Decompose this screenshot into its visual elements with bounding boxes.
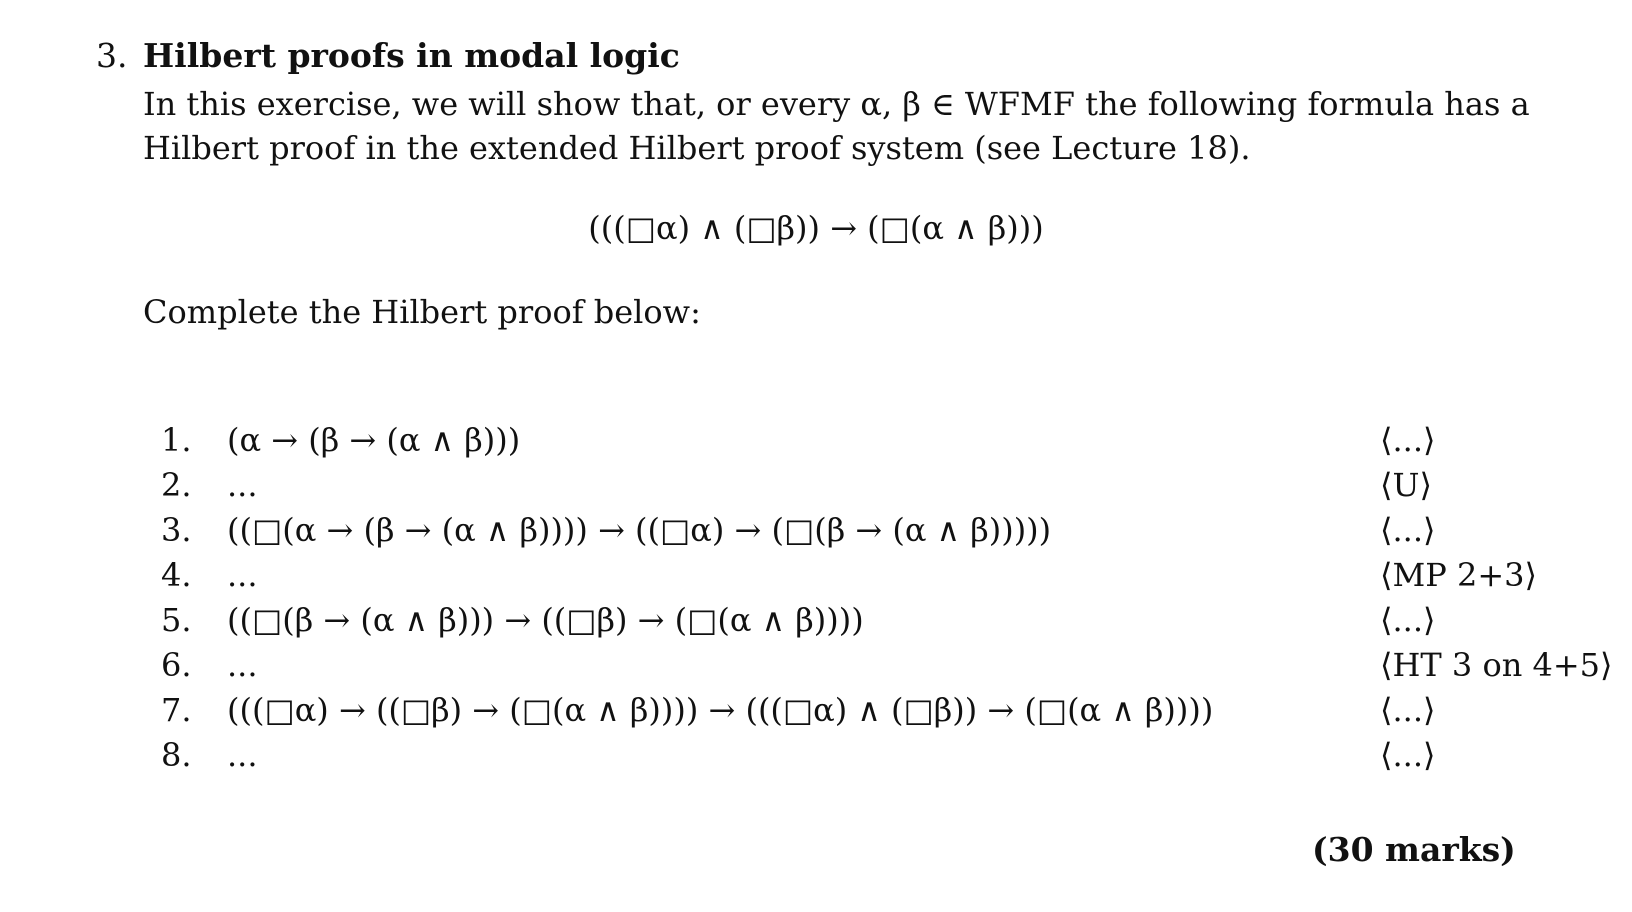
proof-line-justification: ⟨...⟩ — [1380, 421, 1436, 459]
proof-line-formula: (((□α) → ((□β) → (□(α ∧ β)))) → (((□α) ∧ (□β)) → (□(α ∧ β)))) — [227, 691, 1214, 729]
hilbert-proof — [155, 418, 1625, 778]
proof-line — [155, 598, 1625, 643]
proof-line-formula: ((□(α → (β → (α ∧ β)))) → ((□α) → (□(β → (α ∧ β))))) — [227, 511, 1052, 549]
proof-line-number: 4. — [161, 556, 192, 594]
marks-label: (30 marks) — [1312, 830, 1516, 869]
proof-line-number: 3. — [161, 511, 192, 549]
proof-line-formula: ... — [227, 556, 258, 594]
proof-line-formula: (α → (β → (α ∧ β))) — [227, 421, 521, 459]
proof-line-formula: ... — [227, 736, 258, 774]
question-intro — [143, 82, 1530, 170]
proof-line-number: 7. — [161, 691, 192, 729]
proof-line-formula: ((□(β → (α ∧ β))) → ((□β) → (□(α ∧ β)))) — [227, 601, 864, 639]
proof-line-number: 2. — [161, 466, 192, 504]
proof-line-justification: ⟨...⟩ — [1380, 511, 1436, 549]
proof-line-number: 5. — [161, 601, 192, 639]
proof-line — [155, 463, 1625, 508]
proof-line-justification: ⟨MP 2+3⟩ — [1380, 556, 1537, 594]
proof-line-formula: ... — [227, 646, 258, 684]
proof-line — [155, 508, 1625, 553]
intro-line-1: In this exercise, we will show that, or every α, β ∈ WFMF the following formula has a — [143, 85, 1530, 123]
proof-line-justification: ⟨HT 3 on 4+5⟩ — [1380, 646, 1613, 684]
question-number: 3. — [96, 36, 128, 75]
proof-line — [155, 733, 1625, 778]
proof-line-formula: ... — [227, 466, 258, 504]
proof-line-justification: ⟨...⟩ — [1380, 736, 1436, 774]
proof-line — [155, 553, 1625, 598]
proof-line-number: 1. — [161, 421, 192, 459]
proof-line-justification: ⟨...⟩ — [1380, 601, 1436, 639]
proof-line — [155, 418, 1625, 463]
intro-line-2: Hilbert proof in the extended Hilbert proof system (see Lecture 18). — [143, 129, 1251, 167]
question-title: Hilbert proofs in modal logic — [143, 36, 680, 75]
proof-line — [155, 688, 1625, 733]
target-formula: (((□α) ∧ (□β)) → (□(α ∧ β))) — [588, 209, 1044, 247]
instruction-text: Complete the Hilbert proof below: — [143, 293, 701, 331]
proof-line-number: 6. — [161, 646, 192, 684]
proof-line — [155, 643, 1625, 688]
proof-line-justification: ⟨...⟩ — [1380, 691, 1436, 729]
proof-line-justification: ⟨U⟩ — [1380, 466, 1432, 504]
proof-line-number: 8. — [161, 736, 192, 774]
